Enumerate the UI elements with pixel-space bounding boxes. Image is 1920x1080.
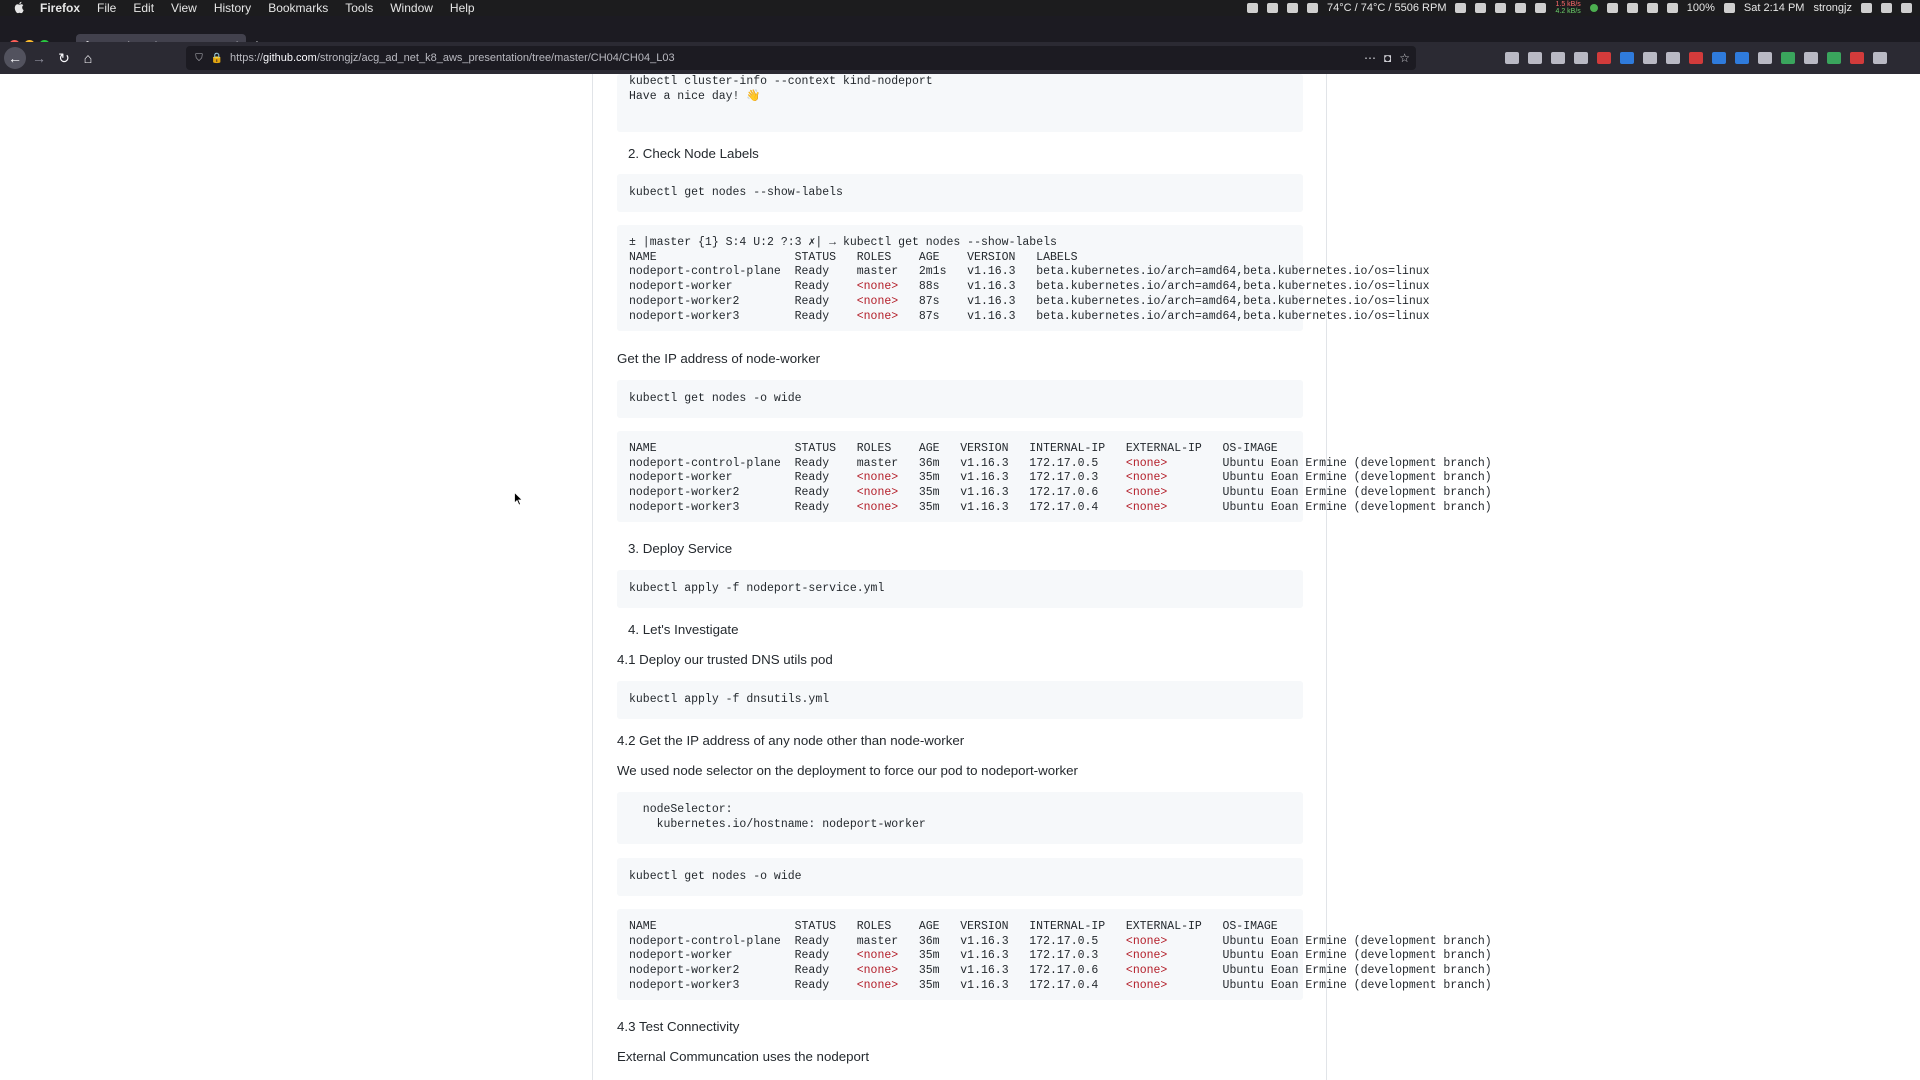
extension-plus-icon[interactable] (1850, 52, 1864, 64)
code-block-cluster-info (617, 74, 1303, 132)
downloads-icon[interactable] (1505, 52, 1519, 64)
extension-info-icon[interactable] (1735, 52, 1749, 64)
page-actions-icon[interactable]: ⋯ (1363, 51, 1376, 65)
forward-button[interactable]: → (32, 50, 46, 66)
time-machine-icon[interactable] (1607, 3, 1618, 13)
code-line: ± |master {1} S:4 U:2 ?:3 ✗| → kubectl get nodes --show-labels (629, 236, 1057, 249)
code-line: nodeport-worker Ready <none> 35m v1.16.3 172.17.0.3 <none> Ubuntu Eoan Ermine (development branch) (629, 949, 1492, 963)
extension-grid-icon[interactable] (1758, 52, 1772, 64)
glasses-icon[interactable] (1515, 3, 1526, 13)
bookmark-star-icon[interactable]: ☆ (1399, 51, 1410, 65)
sidebar-icon[interactable] (1551, 52, 1565, 64)
menu-username[interactable]: strongjz (1813, 2, 1852, 14)
extension-cloud-icon[interactable] (1643, 52, 1657, 64)
code-line: NAME STATUS ROLES AGE VERSION LABELS (629, 250, 1078, 264)
paragraph-get-ip: Get the IP address of node-worker (617, 351, 821, 366)
cloud-sync-icon[interactable] (1475, 3, 1486, 13)
heading-check-node-labels: 2. Check Node Labels (628, 146, 759, 161)
code-line: nodeport-worker Ready <none> 35m v1.16.3 172.17.0.3 <none> Ubuntu Eoan Ermine (development branch) (629, 471, 1492, 485)
menu-status-area (1247, 0, 1912, 16)
mouse-pointer-icon (514, 492, 524, 506)
paragraph-deploy-dnsutils: 4.1 Deploy our trusted DNS utils pod (617, 652, 833, 667)
extension-arrow-icon[interactable] (1666, 52, 1680, 64)
screen-icon[interactable] (1307, 3, 1318, 13)
heading-deploy-service: 3. Deploy Service (628, 541, 733, 556)
menu-help[interactable]: Help (449, 1, 475, 15)
code-line: nodeSelector: (629, 803, 733, 816)
extension-red-icon[interactable] (1597, 52, 1611, 64)
globe-icon[interactable] (1247, 3, 1258, 13)
extension-dot-icon[interactable] (1827, 52, 1841, 64)
extension-blue-icon[interactable] (1620, 52, 1634, 64)
code-line: nodeport-worker2 Ready <none> 87s v1.16.3 beta.kubernetes.io/arch=amd64,beta.kubernetes.io/os=linux (629, 294, 1430, 308)
code-line: nodeport-worker2 Ready <none> 35m v1.16.3 172.17.0.6 <none> Ubuntu Eoan Ermine (development branch) (629, 486, 1492, 500)
menu-clock[interactable]: Sat 2:14 PM (1743, 2, 1805, 14)
code-line: nodeport-worker3 Ready <none> 87s v1.16.3 beta.kubernetes.io/arch=amd64,beta.kubernetes.io/os=linux (629, 309, 1430, 323)
menu-bookmarks[interactable]: Bookmarks (268, 1, 329, 15)
plus-app-icon[interactable] (1535, 3, 1546, 13)
paragraph-external-communication: External Communcation uses the nodeport (617, 1049, 870, 1064)
siri-icon[interactable] (1881, 3, 1892, 13)
code-block-show-labels (617, 174, 1303, 212)
extension-toolbar (1505, 52, 1887, 64)
cloud-icon[interactable] (1267, 3, 1278, 13)
library-icon[interactable] (1528, 52, 1542, 64)
paragraph-test-connectivity: 4.3 Test Connectivity (617, 1019, 740, 1034)
code-line: kubectl cluster-info --context kind-nodeport (629, 75, 933, 88)
menu-tools[interactable]: Tools (345, 1, 374, 15)
extension-green-icon[interactable] (1781, 52, 1795, 64)
macos-menu-bar (0, 0, 1920, 16)
code-block-show-labels-output (617, 225, 1430, 331)
menu-view[interactable]: View (171, 1, 197, 15)
battery-percent[interactable]: 100% (1686, 2, 1715, 14)
menu-edit[interactable]: Edit (133, 1, 155, 15)
code-line: nodeport-worker Ready <none> 88s v1.16.3 beta.kubernetes.io/arch=amd64,beta.kubernetes.io/os=linux (629, 280, 1430, 294)
network-speed[interactable]: 1.5 kB/s 4.2 kB/s (1555, 1, 1581, 15)
code-line: nodeport-worker2 Ready <none> 35m v1.16.3 172.17.0.6 <none> Ubuntu Eoan Ermine (development branch) (629, 964, 1492, 978)
code-block-get-nodes-wide-2 (617, 858, 1303, 896)
chat-icon[interactable] (1455, 3, 1466, 13)
account-icon[interactable] (1574, 52, 1588, 64)
menu-file[interactable]: File (97, 1, 117, 15)
extension-badge-icon[interactable] (1689, 52, 1703, 64)
code-line: nodeport-control-plane Ready master 36m v1.16.3 172.17.0.5 <none> Ubuntu Eoan Ermine (development branch) (629, 456, 1492, 470)
spotlight-search-icon[interactable] (1861, 3, 1872, 13)
extension-zoom-icon[interactable] (1712, 52, 1726, 64)
url-bar[interactable] (186, 46, 1416, 70)
lock-icon[interactable]: 🔒 (210, 52, 224, 64)
extension-chart-icon[interactable] (1804, 52, 1818, 64)
wifi-icon[interactable] (1647, 3, 1658, 13)
code-block-nodes-wide-output-2 (617, 909, 1492, 1000)
menu-history[interactable]: History (213, 1, 252, 15)
tracking-protection-icon[interactable]: ⛉ (195, 52, 203, 64)
menu-window[interactable]: Window (390, 1, 433, 15)
paragraph-node-selector: We used node selector on the deployment to force our pod to nodeport-worker (617, 763, 1078, 778)
dropbox-icon[interactable] (1287, 3, 1298, 13)
status-dot-icon[interactable] (1590, 4, 1598, 12)
menu-app-firefox[interactable]: Firefox (40, 1, 81, 15)
code-block-apply-dnsutils (617, 681, 1303, 719)
code-block-get-nodes-wide (617, 380, 1303, 418)
code-line: nodeport-control-plane Ready master 2m1s v1.16.3 beta.kubernetes.io/arch=amd64,beta.kubernetes.io/os=linux (629, 265, 1430, 279)
battery-icon[interactable] (1724, 3, 1735, 13)
camera-icon[interactable] (1495, 3, 1506, 13)
code-line: NAME STATUS ROLES AGE VERSION INTERNAL-IP EXTERNAL-IP OS-IMAGE (629, 442, 1278, 455)
code-line: kubernetes.io/hostname: nodeport-worker (629, 817, 926, 831)
code-line: nodeport-worker3 Ready <none> 35m v1.16.3 172.17.0.4 <none> Ubuntu Eoan Ermine (development branch) (629, 978, 1492, 992)
temperature-readout[interactable]: 74°C / 74°C / 5506 RPM (1327, 2, 1447, 14)
volume-icon[interactable] (1667, 3, 1678, 13)
apple-menu-icon[interactable] (14, 1, 28, 16)
code-line: nodeport-worker3 Ready <none> 35m v1.16.3 172.17.0.4 <none> Ubuntu Eoan Ermine (development branch) (629, 500, 1492, 514)
page-viewport (0, 74, 1920, 1080)
home-button[interactable]: ⌂ (83, 50, 93, 66)
notification-center-icon[interactable] (1901, 3, 1912, 13)
url-text[interactable]: https://github.com/strongjz/acg_ad_net_k8_aws_presentation/tree/master/CH04/CH04_L03 (230, 52, 675, 64)
bluetooth-icon[interactable] (1627, 3, 1638, 13)
back-button[interactable]: ← (4, 47, 26, 69)
code-line: NAME STATUS ROLES AGE VERSION INTERNAL-IP EXTERNAL-IP OS-IMAGE (629, 920, 1278, 933)
code-line: nodeport-control-plane Ready master 36m v1.16.3 172.17.0.5 <none> Ubuntu Eoan Ermine (development branch) (629, 934, 1492, 948)
code-line: kubectl get nodes -o wide (629, 870, 802, 883)
code-line: kubectl apply -f nodeport-service.yml (629, 582, 885, 595)
hamburger-menu-icon[interactable] (1873, 52, 1887, 64)
code-line: kubectl apply -f dnsutils.yml (629, 693, 830, 706)
heading-lets-investigate: 4. Let's Investigate (628, 622, 739, 637)
navigation-toolbar (0, 42, 1920, 74)
paragraph-get-ip-other-node: 4.2 Get the IP address of any node other than node-worker (617, 733, 965, 748)
code-line: kubectl get nodes --show-labels (629, 186, 843, 199)
code-block-nodes-wide-output (617, 431, 1492, 522)
code-block-apply-service (617, 570, 1303, 608)
readme-article (592, 74, 1492, 1080)
reload-button[interactable]: ↻ (58, 49, 70, 66)
code-line: kubectl get nodes -o wide (629, 392, 802, 405)
code-block-node-selector (617, 792, 1303, 844)
code-line: Have a nice day! 👋 (629, 89, 761, 103)
pocket-icon[interactable]: ◘ (1383, 51, 1392, 65)
